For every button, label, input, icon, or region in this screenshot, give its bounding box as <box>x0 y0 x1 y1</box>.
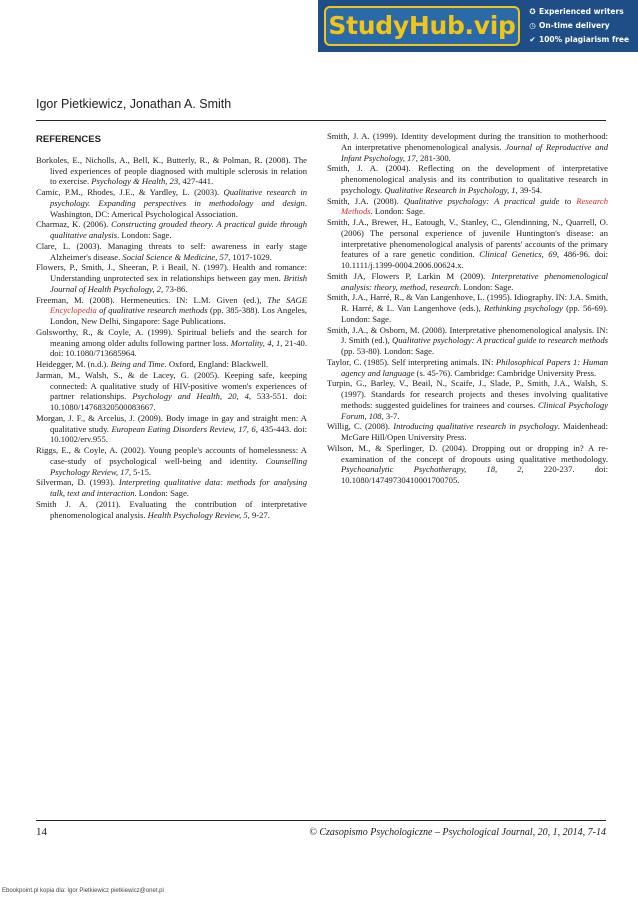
reference-text: . London: Sage. <box>117 230 172 240</box>
reference-text: Morgan, J. F., & Arcelus, J. (2009). Body image in gay and straight men: A qualitative study. <box>36 412 307 434</box>
reference-italic-text: Social Science & Medicine, 57, <box>122 251 231 262</box>
reference-text: 533-551. doi: 10.1080/14768320500083667. <box>50 391 307 412</box>
reference-text: Jarman, M., Walsh, S., & de Lacey, G. (2005). Keeping safe, keeping connected: A qualitative study of HIV-positive women's experiences of partner relationships. <box>36 369 307 402</box>
reference-item <box>327 196 608 218</box>
reference-item <box>327 131 608 163</box>
reference-item <box>327 325 608 357</box>
reference-text: . London: Sage. <box>458 281 514 292</box>
reference-text: 5-15. <box>130 466 152 477</box>
reference-text: Flowers, P., Smith, J., Sheeran, P. i Beail, N. (1997). Health and romance: Understanding unprotected sex in relationships between gay men. <box>36 262 307 283</box>
reference-text: . Washington, DC: Americal Psychological Association. <box>50 197 307 219</box>
reference-text: Wilson, M., & Sperlinger, D. (2004). Dropping out or dropping in? A re-examination of the concept of dropouts using qualitative methodology. <box>327 442 608 464</box>
reference-text: Heidegger, M. (n.d.). <box>36 359 111 369</box>
reference-text: 486-96. doi: 10.1111/j.1399-0004.2006.00624.x. <box>341 249 608 270</box>
reference-italic-text: Qualitative Research in Psychology, 1, <box>384 184 518 195</box>
reference-italic-text: Health Psychology Review, 5, <box>147 509 250 520</box>
reference-item <box>36 499 307 521</box>
reference-link[interactable]: Encyclopedia <box>50 305 97 316</box>
reference-text: Smith, J. A. (2004). Reflecting on the development of interpretative phenomenological analysis and its contribution to qualitative research in psychology. <box>327 163 608 195</box>
reference-text: Smith, J.A., Brewer, H., Eatough, V., Stanley, C., Glendinning, N., Quarrell, O. (2006) The personal experience of juvenile Huntington's disease: an interpretative phenomenological analysis of parents' accounts of the primary features of a rare genetic condition. <box>327 217 608 260</box>
reference-text: Freeman, M. (2008). Hermeneutics. IN: L.M. Given (ed.), <box>36 294 268 305</box>
reference-italic-text: Qualitative psychology: A practical guide to <box>403 195 577 206</box>
reference-text: 281-300. <box>417 152 451 163</box>
reference-text: Smith, J.A. (2008). <box>327 195 404 206</box>
running-header-authors: Igor Pietkiewicz, Jonathan A. Smith <box>36 97 232 111</box>
reference-italic-text: Constructing grouded theory. A practical guide through qualitative analysis <box>50 219 307 240</box>
feature-label: On-time delivery <box>539 20 610 30</box>
reference-italic-text: Interpretative phenomenological analysis: theory, method, research <box>341 270 609 292</box>
reference-item <box>36 295 307 327</box>
reference-text: Smith J. A. (2011). Evaluating the contribution of interpretative phenomenological analysis. <box>36 498 307 520</box>
banner-features <box>528 4 636 46</box>
reference-italic-text: Qualitative research in psychology. Expanding perspectives in methodology and design <box>50 187 307 208</box>
clock-icon: ◷ <box>529 20 536 30</box>
reference-item <box>327 443 608 486</box>
reference-item <box>327 421 608 443</box>
reference-item <box>327 217 608 271</box>
reference-text: Clare, L. (2003). Managing threats to self: awareness in early stage Alzheimer's disease. <box>36 240 307 262</box>
feature-label: 100% plagiarism free <box>539 34 630 44</box>
reference-text: 3-7. <box>383 410 400 421</box>
reference-text: Charmaz, K. (2006). <box>36 219 112 230</box>
reference-item <box>327 271 608 293</box>
reference-italic-text: Psychology & Health, 23, <box>91 176 181 187</box>
reference-text: Smith, J.A., & Osborn, M. (2008). Interpretative phenomenological analysis. IN: J. Smith (ed.), <box>327 324 608 346</box>
header-rule <box>36 120 606 121</box>
reference-item <box>327 292 608 324</box>
reference-item <box>36 370 307 413</box>
reference-text: Turpin, G., Barley, V., Beail, N., Scaife, J., Slade, P., Smith, J.A., Walsh, S. (1997). Standards for research projects and theses involving qualitative methods: suggested guidelines for trainees and courses. <box>327 378 608 410</box>
reference-text: Silverman, D. (1993). <box>36 477 119 488</box>
reference-text: . London: Sage. <box>134 488 189 498</box>
reference-text: 427-441. <box>180 176 214 187</box>
reference-italic-text: Being and Time <box>110 359 165 369</box>
reference-text: (pp. 53-80). London: Sage. <box>341 346 435 356</box>
reference-italic-text: British Journal of Health Psychology, 2, <box>50 273 307 294</box>
reference-italic-text: Psychoanalytic Psychotherapy, 18, 2, <box>341 464 524 475</box>
reference-list-left <box>36 155 307 521</box>
reference-italic-text: Counselling Psychology Review, 17, <box>50 455 307 477</box>
reference-text: Golsworthy, R., & Coyle, A. (1999). Spiritual beliefs and the search for meaning among older adults following partner loss. <box>36 326 307 348</box>
trophy-icon: ✪ <box>529 6 536 16</box>
reference-text: (s. 45-76). Cambridge: Cambridge University Press. <box>414 367 597 378</box>
reference-item <box>36 413 307 445</box>
reference-text: . London: Sage. <box>370 206 426 217</box>
reference-text: . Maidenhead: McGare Hill/Open University Press. <box>341 421 608 442</box>
reference-italic-text: Psychology and Health, 20, 4, <box>132 391 252 402</box>
reference-italic-text: Clinical Genetics, 69, <box>479 249 560 260</box>
reference-text: 435-443. doi: 10.1002/erv.955. <box>50 423 307 445</box>
reference-text: 21-40. doi: 10.1080/713685964. <box>50 337 307 359</box>
reference-italic-text: The SAGE <box>267 294 307 305</box>
references-column-left <box>36 131 307 520</box>
reference-italic-text: Mortality, 4, 1, <box>230 337 283 348</box>
reference-text: Smith, J.A., Harré, R., & Van Langenhove, L. (1995). Idiography. IN: J.A. Smith, R. Harré, & L. Van Langenhove (eds.), <box>327 292 608 313</box>
reference-text: Willig, C. (2008). <box>327 421 394 432</box>
shield-icon: ✔ <box>529 34 536 44</box>
reference-item <box>327 378 608 421</box>
reference-item <box>36 445 307 477</box>
reference-italic-text: Philosophical Papers 1: Human agency and language <box>341 356 608 378</box>
reference-item <box>327 357 608 379</box>
reference-text: . Oxford, England: Blackwell. <box>164 359 269 369</box>
page-number: 14 <box>36 826 47 838</box>
reference-item <box>36 262 307 294</box>
footer-rule <box>36 820 606 821</box>
reference-text: 1017-1029. <box>230 251 272 262</box>
reference-italic-text: Rethinking psychology <box>483 303 564 313</box>
reference-italic-text: Introducing qualitative research in psychology <box>393 421 558 432</box>
reference-item <box>327 163 608 195</box>
reference-item <box>36 241 307 263</box>
reference-text: 73-86. <box>163 283 188 294</box>
reference-item <box>36 187 307 219</box>
watermark: Ebookpoint.pl kopia dla: Igor Pietkiewicz pietkiewicz@onet.pl <box>2 888 164 894</box>
feature-label: Experienced writers <box>539 6 624 16</box>
ad-banner[interactable] <box>318 0 638 52</box>
reference-item <box>36 327 307 359</box>
reference-text: Borkoles, E., Nicholls, A., Bell, K., Butterly, R., & Polman, R. (2008). The lived experiences of people diagnosed with multiple sclerosis in relation to exercise. <box>36 154 307 187</box>
reference-italic-text: of qualitative research methods <box>96 305 208 316</box>
feature-on-time-delivery <box>528 18 636 32</box>
reference-list-right <box>327 131 608 486</box>
reference-text: 9-27. <box>249 509 270 520</box>
reference-item <box>36 359 307 370</box>
feature-plagiarism-free <box>528 32 636 46</box>
reference-text: Smith JA, Flowers P, Larkin M (2009). <box>327 270 492 281</box>
reference-item <box>36 477 307 499</box>
reference-text: (pp. 56-69). London: Sage. <box>341 303 608 324</box>
reference-italic-text: European Eating Disorders Review, 17, 6, <box>111 423 258 434</box>
reference-text: (pp. 385-388). Los Angeles, London, New Delhi, Singapore: Sage Publications. <box>50 305 307 326</box>
reference-text: Smith, J. A. (1999). Identity development during the transition to motherhood: An interpretative phenomenological analysis. <box>327 131 608 152</box>
studyhub-logo[interactable]: StudyHub.vip <box>324 6 520 46</box>
reference-text: 39-54. <box>517 184 543 195</box>
reference-text: Camic, P.M., Rhodes, J.E., & Yardley, L. (2003). <box>36 187 224 197</box>
feature-experienced-writers <box>528 4 636 18</box>
reference-item <box>36 155 307 187</box>
reference-item <box>36 219 307 241</box>
reference-text: 220-237. doi: 10.1080/14749730410001700705. <box>341 464 608 485</box>
reference-italic-text: Journal of Reproductive and Infant Psychology, 17, <box>341 141 608 163</box>
references-column-right <box>327 131 608 486</box>
references-heading: REFERENCES <box>36 134 101 145</box>
reference-text: Taylor, C. (1985). Self interpreting animals. IN: <box>327 356 496 367</box>
reference-link[interactable]: Research Methods <box>341 195 608 217</box>
reference-italic-text: Qualitative psychology: A practical guide to research methods <box>392 335 608 346</box>
journal-citation: © Czasopismo Psychologiczne – Psychological Journal, 20, 1, 2014, 7-14 <box>309 827 606 838</box>
reference-italic-text: Interpreting qualitative data: methods for analysing talk, text and interaction <box>50 477 307 498</box>
reference-italic-text: Clinical Psychology Forum, 108, <box>341 399 608 421</box>
reference-text: Riggs, E., & Coyle, A. (2002). Young people's accounts of homelessness: A case-study of psychological well-being and identity. <box>36 445 307 466</box>
